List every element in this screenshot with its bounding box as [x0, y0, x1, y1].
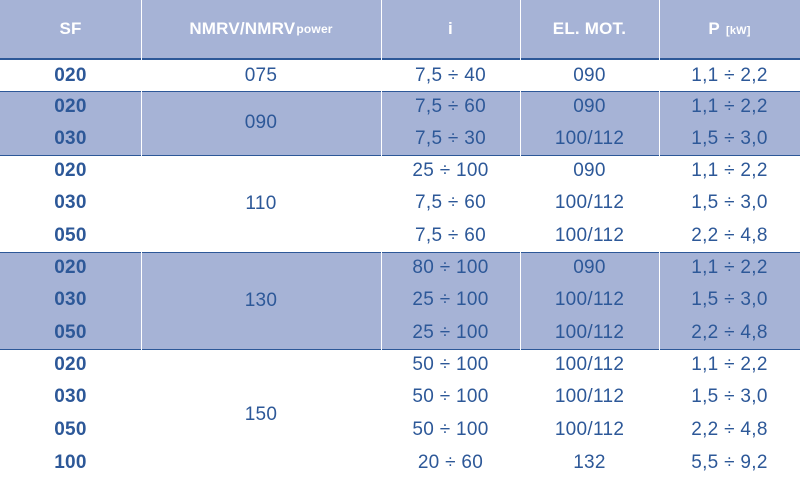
motor-cell: 100/112 [554, 386, 625, 407]
motor-cell: 100/112 [554, 192, 625, 213]
power-cell: 2,2 ÷ 4,8 [691, 225, 768, 246]
ratio-cell: 7,5 ÷ 60 [415, 225, 486, 246]
nmrv-cell: 130 [244, 289, 278, 311]
ratio-cell: 25 ÷ 100 [412, 289, 489, 310]
sf-cell: 050 [54, 225, 87, 246]
header-el-mot: EL. MOT. [552, 19, 627, 38]
ratio-cell: 50 ÷ 100 [412, 354, 489, 375]
ratio-cell: 7,5 ÷ 30 [415, 128, 486, 149]
power-cell: 1,1 ÷ 2,2 [691, 160, 768, 181]
sf-cell: 020 [54, 354, 87, 375]
header-i: i [448, 19, 453, 38]
motor-cell: 100/112 [554, 225, 625, 246]
power-cell: 1,5 ÷ 3,0 [691, 192, 768, 213]
motor-cell: 090 [573, 96, 606, 117]
motor-cell: 090 [573, 64, 606, 86]
sf-cell: 100 [54, 452, 87, 473]
motor-cell: 100/112 [554, 354, 625, 375]
power-cell: 1,1 ÷ 2,2 [691, 354, 768, 375]
nmrv-cell: 150 [244, 404, 278, 425]
sf-cell: 020 [54, 64, 87, 86]
sf-cell: 030 [54, 386, 87, 407]
sf-cell: 030 [54, 192, 87, 213]
sf-cell: 020 [54, 96, 87, 117]
sf-cell: 020 [54, 160, 87, 181]
ratio-cell: 80 ÷ 100 [412, 257, 489, 278]
nmrv-cell: 110 [245, 192, 277, 214]
motor-cell: 090 [573, 160, 606, 181]
power-cell: 2,2 ÷ 4,8 [691, 322, 768, 343]
ratio-cell: 50 ÷ 100 [412, 419, 489, 440]
sf-cell: 030 [54, 128, 87, 149]
ratio-cell: 25 ÷ 100 [412, 322, 489, 343]
ratio-cell: 7,5 ÷ 60 [415, 96, 486, 117]
power-cell: 1,1 ÷ 2,2 [691, 64, 768, 86]
motor-cell: 090 [573, 257, 606, 278]
power-cell: 1,1 ÷ 2,2 [691, 257, 768, 278]
power-cell: 1,1 ÷ 2,2 [691, 96, 768, 117]
motor-cell: 100/112 [554, 128, 625, 149]
header-sf: SF [59, 19, 82, 38]
ratio-cell: 7,5 ÷ 40 [415, 64, 486, 86]
header-p: P [kW] [708, 19, 751, 38]
ratio-cell: 20 ÷ 60 [417, 452, 484, 473]
power-cell: 1,5 ÷ 3,0 [691, 128, 768, 149]
nmrv-cell: 090 [244, 112, 278, 133]
power-cell: 1,5 ÷ 3,0 [691, 289, 768, 310]
motor-cell: 100/112 [554, 289, 625, 310]
sf-cell: 050 [54, 419, 87, 440]
ratio-cell: 50 ÷ 100 [412, 386, 489, 407]
sf-cell: 020 [54, 257, 87, 278]
ratio-cell: 25 ÷ 100 [412, 160, 489, 181]
motor-cell: 100/112 [554, 419, 625, 440]
power-cell: 1,5 ÷ 3,0 [691, 386, 768, 407]
power-cell: 5,5 ÷ 9,2 [691, 452, 768, 473]
ratio-cell: 7,5 ÷ 60 [415, 192, 486, 213]
power-cell: 2,2 ÷ 4,8 [691, 419, 768, 440]
table-header [0, 0, 800, 60]
header-nmrv: NMRV/NMRV power [189, 19, 333, 38]
nmrv-cell: 075 [244, 64, 278, 86]
motor-cell: 132 [573, 452, 606, 473]
motor-cell: 100/112 [554, 322, 625, 343]
sf-cell: 030 [54, 289, 87, 310]
sf-cell: 050 [54, 322, 87, 343]
